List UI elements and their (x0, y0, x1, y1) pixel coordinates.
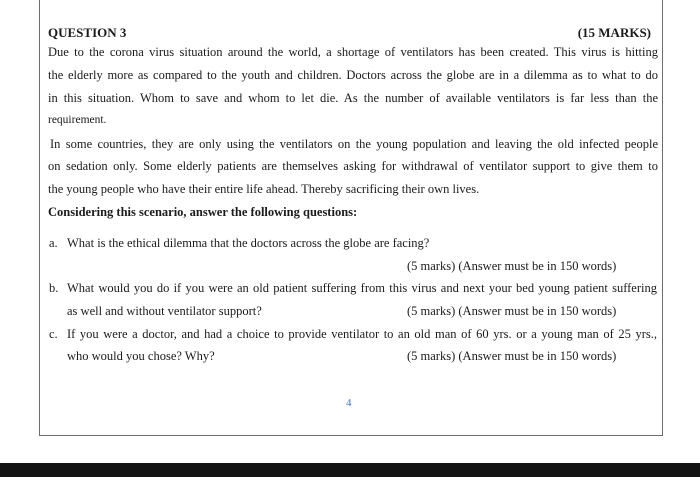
intro-line: In some countries, they are only using the ventilators on the young population and leaving the old infected people (50, 137, 658, 151)
question-a-letter: a. (49, 236, 58, 250)
question-b-text-cont: as well and without ventilator support? (67, 304, 262, 318)
question-c-text-cont: who would you chose? Why? (67, 349, 215, 363)
instruction-heading: Considering this scenario, answer the following questions: (48, 205, 358, 219)
question-a-text: What is the ethical dilemma that the doctors across the globe are facing? (67, 236, 430, 250)
question-title: QUESTION 3 (48, 25, 127, 40)
question-c-letter: c. (49, 327, 58, 341)
bottom-edge-bar (0, 463, 700, 477)
intro-line: in this situation. Whom to save and whom to let die. As the number of available ventilators is far less than the (48, 91, 658, 105)
question-b-text: What would you do if you were an old patient suffering from this virus and next your bed young patient suffering (67, 281, 657, 295)
intro-line: the elderly more as compared to the youth and children. Doctors across the globe are in a dilemma as to what to do (48, 68, 658, 82)
intro-line: on sedation only. Some elderly patients are themselves asking for withdrawal of ventilator support to give them to (48, 159, 658, 173)
question-c-text: If you were a doctor, and had a choice to provide ventilator to an old man of 60 yrs. or a young man of 25 yrs., (67, 327, 657, 341)
question-b-letter: b. (49, 281, 59, 295)
question-c-marks: (5 marks) (Answer must be in 150 words) (407, 349, 617, 363)
total-marks: (15 MARKS) (577, 25, 651, 40)
question-b-marks: (5 marks) (Answer must be in 150 words) (407, 304, 617, 318)
page-number: 4 (346, 397, 352, 409)
intro-line: Due to the corona virus situation around the world, a shortage of ventilators has been created. This virus is hitting (48, 45, 658, 59)
intro-line: requirement. (48, 114, 107, 126)
intro-line: the young people who have their entire life ahead. Thereby sacrificing their own lives. (48, 182, 480, 196)
question-a-marks: (5 marks) (Answer must be in 150 words) (407, 259, 617, 273)
